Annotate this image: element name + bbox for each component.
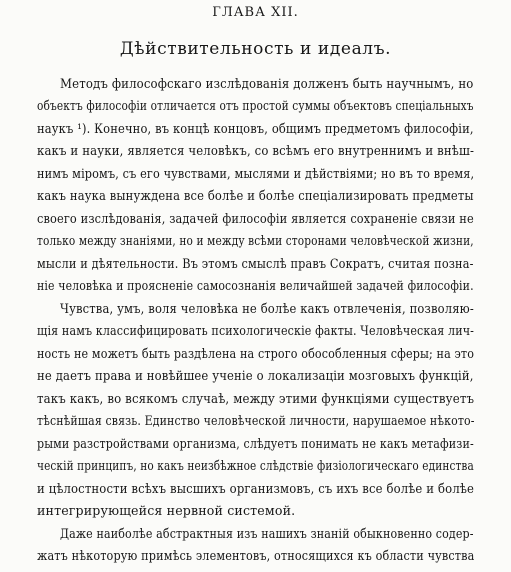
text-line: такъ какъ, во всякомъ случаѣ, между этими функціями существуетъ xyxy=(37,391,475,406)
text-line: Чувства, умъ, воля человѣка не болѣе какъ отвлеченія, позволяю- xyxy=(60,301,474,316)
text-line: жатъ нѣкоторую примѣсь элементовъ, относящихся къ области чувства xyxy=(37,548,475,563)
text-line: нимъ міромъ, съ его чувствами, мыслями и дѣйствіями; но въ то время, xyxy=(37,166,475,181)
text-line: не даетъ права и новѣйшее ученіе о локализаціи мозговыхъ функцій, xyxy=(37,368,474,383)
text-line: мысли и дѣятельности. Въ этомъ смыслѣ правъ Сократъ, считая позна- xyxy=(37,256,474,271)
text-line: тѣснѣйшая связь. Единство человѣческой личности, нарушаемое нѣкото- xyxy=(37,413,475,428)
chapter-heading: ГЛАВА XII. xyxy=(212,5,299,20)
text-line: Методъ философскаго изслѣдованія долженъ быть научнымъ, но xyxy=(60,76,474,91)
text-line: объектъ философіи отличается отъ простой суммы объектовъ спеціальныхъ xyxy=(37,98,474,113)
text-line: наукъ ¹). Конечно, въ концѣ концовъ, общимъ предметомъ философіи, xyxy=(37,121,474,136)
text-line: какъ наука вынуждена все болѣе и болѣе спеціализировать предметы xyxy=(37,188,474,203)
text-line: щія намъ классифицировать психологическіе факты. Человѣческая лич- xyxy=(37,323,475,338)
text-line: только между знаніями, но и между всѣми сторонами человѣческой жизни, xyxy=(37,233,474,248)
text-line: ніе человѣка и проясненіе самосознанія величайшей задачей философіи. xyxy=(37,278,474,293)
text-line: рыми разстройствами организма, слѣдуетъ понимать не какъ метафизи- xyxy=(37,436,474,451)
text-line: ческій принципъ, но какъ неизбѣжное слѣдствіе физіологическаго единства xyxy=(37,458,474,473)
text-line: ность не можетъ быть раздѣлена на строго обособленныя сферы; на это xyxy=(37,346,475,361)
text-line: интегрирующейся нервной системой. xyxy=(37,503,296,518)
text-line: своего изслѣдованія, задачей философіи является сохраненіе связи не xyxy=(37,211,474,226)
text-line: какъ и науки, является человѣкъ, со всѣмъ его внутреннимъ и внѣш- xyxy=(37,143,475,158)
chapter-title: Дѣйствительность и идеалъ. xyxy=(119,39,392,59)
text-line: Даже наиболѣе абстрактныя изъ нашихъ знаній обыкновенно содер- xyxy=(60,526,474,541)
text-line: и цѣлостности всѣхъ высшихъ организмовъ, съ ихъ все болѣе и болѣе xyxy=(37,481,475,496)
